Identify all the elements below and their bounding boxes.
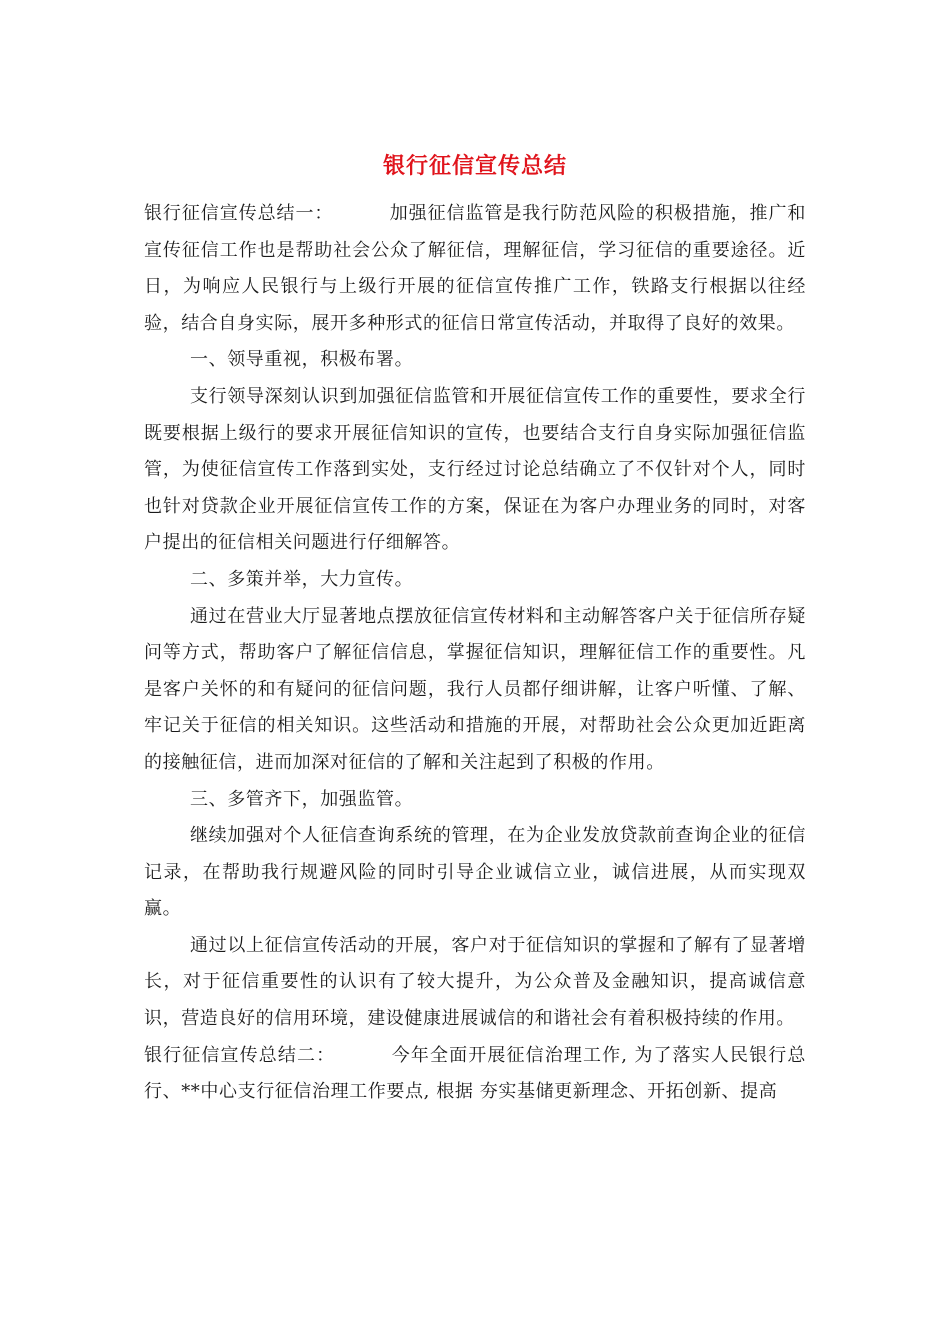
paragraph-text: 今年全面开展征信治理工作, 为了落实人民银行总行、**中心支行征信治理工作要点, 根据 夯实基储更新理念、开拓创新、提高 — [144, 1044, 806, 1103]
paragraph-summary-two — [144, 1038, 806, 1111]
paragraph-point-three: 继续加强对个人征信查询系统的管理，在为企业发放贷款前查询企业的征信记录，在帮助我行规避风险的同时引导企业诚信立业，诚信进展，从而实现双赢。 — [144, 825, 806, 920]
heading-point-two: 二、多策并举，大力宣传。 — [190, 568, 414, 590]
document-title: 银行征信宣传总结 — [382, 154, 567, 179]
paragraph-point-two: 通过在营业大厅显著地点摆放征信宣传材料和主动解答客户关于征信所存疑问等方式，帮助客户了解征信信息，掌握征信知识，理解征信工作的重要性。凡是客户关怀的和有疑问的征信问题，我行人员都仔细讲解，让客户听懂、了解、牢记关于征信的相关知识。这些活动和措施的开展，对帮助社会公众更加近距离的接触征信，进而加深对征信的了解和关注起到了积极的作用。 — [144, 605, 806, 773]
paragraph-conclusion: 通过以上征信宣传活动的开展，客户对于征信知识的掌握和了解有了显著增长，对于征信重要性的认识有了较大提升，为公众普及金融知识，提高诚信意识，营造良好的信用环境，建设健康进展诚信的和谐社会有着积极持续的作用。 — [144, 934, 806, 1030]
paragraph-text: 加强征信监管是我行防范风险的积极措施，推广和宣传征信工作也是帮助社会公众了解征信，理解征信，学习征信的重要途径。近日，为响应人民银行与上级行开展的征信宣传推广工作，铁路支行根据以往经验，结合自身实际，展开多种形式的征信日常宣传活动，并取得了良好的效果。 — [144, 203, 806, 334]
document-body — [144, 196, 806, 1111]
paragraph-summary-one — [144, 196, 806, 342]
paragraph-point-one: 支行领导深刻认识到加强征信监管和开展征信宣传工作的重要性，要求全行既要根据上级行的要求开展征信知识的宣传，也要结合支行自身实际加强征信监管，为使征信宣传工作落到实处，支行经过讨论总结确立了不仅针对个人，同时也针对贷款企业开展征信宣传工作的方案，保证在为客户办理业务的同时，对客户提出的征信相关问题进行仔细解答。 — [144, 385, 806, 554]
section-lead-one: 银行征信宣传总结一： — [144, 203, 334, 224]
heading-point-three: 三、多管齐下，加强监管。 — [190, 788, 414, 810]
section-lead-two: 银行征信宣传总结二： — [144, 1044, 336, 1066]
heading-point-one: 一、领导重视，积极布署。 — [190, 349, 414, 371]
